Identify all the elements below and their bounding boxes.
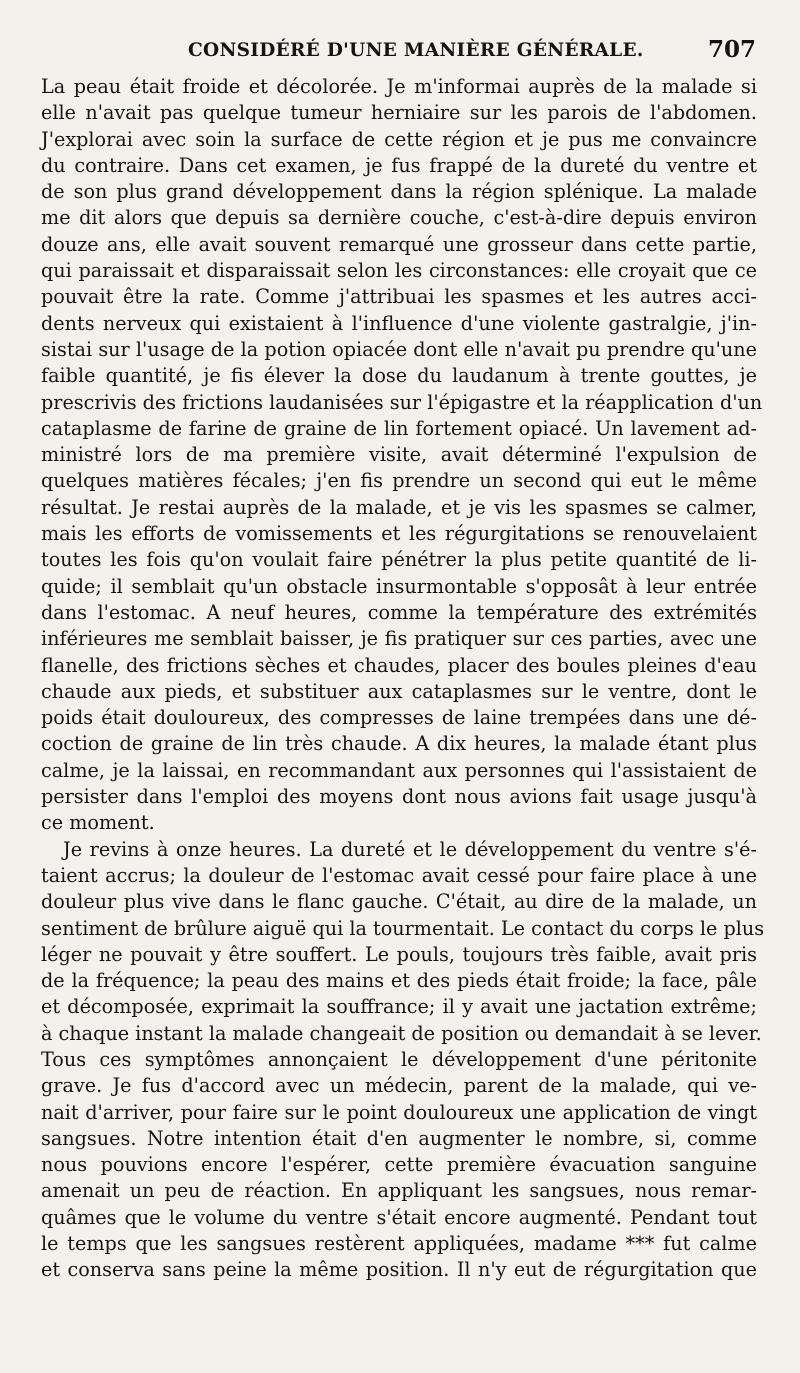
text-line: faible quantité, je fis élever la dose du laudanum à trente gouttes, je — [41, 364, 757, 388]
text-line: qui paraissait et disparaissait selon les circonstances: elle croyait que ce — [41, 259, 757, 283]
text-line: nous pouvions encore l'espérer, cette première évacuation sanguine — [41, 1153, 757, 1177]
paragraph — [41, 837, 765, 1284]
text-line: douleur plus vive dans le flanc gauche. C'était, au dire de la malade, un — [41, 890, 757, 914]
text-line: inférieures me semblait baisser, je fis pratiquer sur ces parties, avec une — [41, 627, 757, 651]
text-line: calme, je la laissai, en recommandant aux personnes qui l'assistaient de — [41, 758, 757, 782]
text-line: et décomposée, exprimait la souffrance; il y avait une jactation extrême; — [41, 995, 757, 1019]
text-line: ce moment. — [41, 811, 155, 835]
text-line: de son plus grand développement dans la région splénique. La malade — [41, 180, 757, 204]
text-line: quâmes que le volume du ventre s'était encore augmenté. Pendant tout — [41, 1205, 757, 1229]
text-line: J'explorai avec soin la surface de cette région et je pus me convaincre — [41, 127, 757, 151]
text-line: cataplasme de farine de graine de lin fortement opiacé. Un lavement ad- — [41, 416, 757, 440]
text-line: le temps que les sangsues restèrent appliquées, madame *** fut calme — [41, 1232, 757, 1256]
text-line: quide; il semblait qu'un obstacle insurmontable s'opposât à leur entrée — [41, 574, 757, 598]
text-line: nait d'arriver, pour faire sur le point douloureux une application de vingt — [41, 1100, 757, 1124]
text-line: sentiment de brûlure aiguë qui la tourmentait. Le contact du corps le plus — [41, 916, 765, 940]
text-line: poids était douloureux, des compresses de laine trempées dans une dé- — [41, 706, 757, 730]
page-header — [40, 36, 756, 70]
text-line: taient accrus; la douleur de l'estomac avait cessé pour faire place à une — [41, 863, 757, 887]
text-line: La peau était froide et décolorée. Je m'informai auprès de la malade si — [41, 75, 757, 98]
text-line: chaude aux pieds, et substituer aux cataplasmes sur le ventre, dont le — [41, 679, 757, 703]
text-line: flanelle, des frictions sèches et chaudes, placer des boules pleines d'eau — [41, 653, 757, 677]
text-line: Je revins à onze heures. La dureté et le développement du ventre s'é- — [63, 837, 757, 861]
text-line: sangsues. Notre intention était d'en augmenter le nombre, si, comme — [41, 1126, 757, 1150]
text-line: Tous ces symptômes annonçaient le développement d'une péritonite — [41, 1047, 757, 1071]
text-line: mais les efforts de vomissements et les régurgitations se renouvelaient — [41, 522, 757, 546]
text-line: grave. Je fus d'accord avec un médecin, parent de la malade, qui ve- — [41, 1074, 757, 1098]
text-line: sistai sur l'usage de la potion opiacée dont elle n'avait pu prendre qu'une — [41, 337, 757, 361]
paragraph — [41, 74, 763, 837]
page-number: 707 — [707, 36, 756, 63]
text-line: à chaque instant la malade changeait de position ou demandait à se lever. — [41, 1021, 762, 1045]
text-line: persister dans l'emploi des moyens dont nous avions fait usage jusqu'à — [41, 785, 757, 809]
text-line: et conserva sans peine la même position. Il n'y eut de régurgitation que — [41, 1258, 757, 1282]
text-line: de la fréquence; la peau des mains et des pieds était froide; la face, pâle — [41, 969, 757, 993]
text-line: ministré lors de ma première visite, avait déterminé l'expulsion de — [41, 443, 757, 467]
text-line: prescrivis des frictions laudanisées sur l'épigastre et la réapplication d'un — [41, 390, 763, 414]
running-title: CONSIDÉRÉ D'UNE MANIÈRE GÉNÉRALE. — [188, 40, 644, 61]
text-line: pouvait être la rate. Comme j'attribuai les spasmes et les autres acci- — [41, 285, 757, 309]
body-text — [41, 74, 765, 1284]
text-line: résultat. Je restai auprès de la malade, et je vis les spasmes se calmer, — [41, 495, 757, 519]
text-line: léger ne pouvait y être souffert. Le pouls, toujours très faible, avait pris — [41, 942, 757, 966]
text-line: quelques matières fécales; j'en fis prendre un second qui eut le même — [41, 469, 757, 493]
text-line: dents nerveux qui existaient à l'influence d'une violente gastralgie, j'in- — [41, 311, 757, 335]
text-line: coction de graine de lin très chaude. A dix heures, la malade étant plus — [41, 732, 757, 756]
text-line: dans l'estomac. A neuf heures, comme la température des extrémités — [41, 600, 757, 624]
text-line: me dit alors que depuis sa dernière couche, c'est-à-dire depuis environ — [41, 206, 757, 230]
text-line: elle n'avait pas quelque tumeur herniaire sur les parois de l'abdomen. — [41, 101, 757, 125]
text-line: amenait un peu de réaction. En appliquant les sangsues, nous remar- — [41, 1179, 757, 1203]
text-line: douze ans, elle avait souvent remarqué une grosseur dans cette partie, — [41, 232, 757, 256]
text-line: toutes les fois qu'on voulait faire pénétrer la plus petite quantité de li- — [41, 548, 757, 572]
text-line: du contraire. Dans cet examen, je fus frappé de la dureté du ventre et — [41, 153, 757, 177]
